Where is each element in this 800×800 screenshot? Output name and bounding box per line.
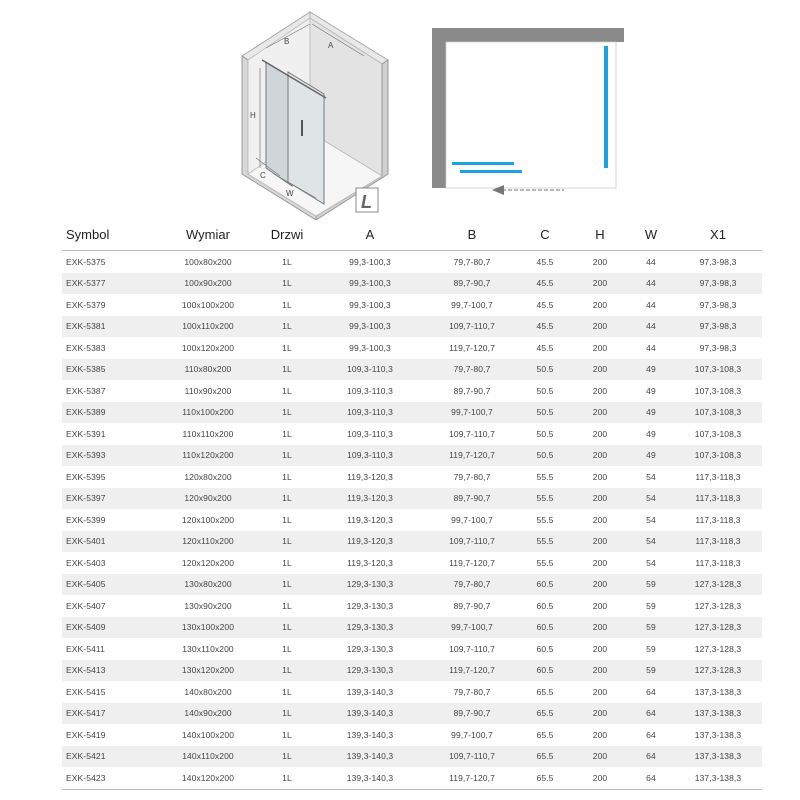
cell-w: 64 — [646, 686, 656, 697]
cell-c: 55.5 — [536, 471, 554, 482]
cell-a: 99,3-100,3 — [349, 342, 391, 353]
table-row — [62, 531, 762, 553]
cell-drzwi: 1L — [282, 471, 292, 482]
cell-c: 60.5 — [536, 600, 554, 611]
cell-w: 64 — [628, 767, 674, 789]
cell-a: 139,3-140,3 — [346, 729, 394, 740]
cell-h: 200 — [592, 557, 608, 568]
cell-c: 50.5 — [518, 359, 572, 381]
cell-drzwi: 1L — [260, 273, 314, 295]
cell-drzwi: 1L — [282, 729, 292, 740]
table-row — [62, 316, 762, 338]
cell-symbol: EXK-5417 — [62, 703, 156, 725]
header-c: C — [518, 218, 572, 251]
cell-x1: 97,3-98,3 — [699, 256, 737, 267]
cell-h: 200 — [572, 703, 628, 725]
cell-c: 65.5 — [518, 703, 572, 725]
table-row — [62, 595, 762, 617]
plan-wall-top — [432, 28, 624, 42]
cell-wymiar: 130x80x200 — [156, 574, 260, 596]
cell-drzwi: 1L — [282, 643, 292, 654]
cell-symbol: EXK-5421 — [62, 746, 156, 768]
cell-wymiar: 140x110x200 — [156, 746, 260, 768]
cell-c: 45.5 — [536, 299, 554, 310]
cell-wymiar: 110x100x200 — [156, 402, 260, 424]
cell-a: 119,3-120,3 — [347, 557, 393, 568]
cell-b: 119,7-120,7 — [426, 445, 518, 467]
plan-door-glass-1 — [452, 162, 514, 165]
cell-drzwi: 1L — [282, 385, 292, 396]
cell-drzwi: 1L — [260, 445, 314, 467]
cell-c: 60.5 — [518, 574, 572, 596]
cell-h: 200 — [592, 471, 608, 482]
cell-h: 200 — [572, 767, 628, 789]
cell-c: 45.5 — [536, 342, 554, 353]
table-row — [62, 337, 762, 359]
cell-wymiar: 120x120x200 — [181, 557, 235, 568]
cell-b: 89,7-90,7 — [453, 385, 491, 396]
cell-c: 60.5 — [518, 617, 572, 639]
dimension-w-label: W — [286, 189, 294, 198]
cell-x1: 137,3-138,3 — [674, 703, 762, 725]
cell-symbol: EXK-5403 — [66, 557, 106, 568]
cell-b: 89,7-90,7 — [426, 273, 518, 295]
dimension-a-label: A — [328, 41, 334, 50]
cell-w: 59 — [628, 617, 674, 639]
cell-wymiar: 140x100x200 — [181, 729, 235, 740]
cell-wymiar: 110x90x200 — [184, 385, 232, 396]
cell-symbol: EXK-5389 — [62, 402, 156, 424]
cell-wymiar: 140x90x200 — [156, 703, 260, 725]
cell-w: 54 — [628, 531, 674, 553]
cell-h: 200 — [592, 428, 608, 439]
cell-symbol: EXK-5407 — [66, 600, 106, 611]
cell-symbol: EXK-5379 — [66, 299, 106, 310]
cell-h: 200 — [592, 729, 608, 740]
cell-h: 200 — [592, 686, 608, 697]
table-row — [62, 273, 762, 295]
cell-x1: 117,3-118,3 — [674, 531, 762, 553]
dimension-h-label: H — [250, 111, 256, 120]
cell-x1: 117,3-118,3 — [674, 488, 762, 510]
cell-drzwi: 1L — [260, 488, 314, 510]
cell-a: 109,3-110,3 — [314, 359, 426, 381]
cell-a: 139,3-140,3 — [346, 686, 394, 697]
cell-c: 50.5 — [536, 385, 554, 396]
cell-b: 79,7-80,7 — [426, 359, 518, 381]
cell-x1: 107,3-108,3 — [674, 402, 762, 424]
cell-b: 109,7-110,7 — [449, 643, 495, 654]
cell-symbol: EXK-5387 — [66, 385, 106, 396]
table-row — [62, 402, 762, 424]
cell-h: 200 — [592, 342, 608, 353]
cell-a: 119,3-120,3 — [347, 471, 393, 482]
cell-c: 50.5 — [518, 445, 572, 467]
cell-h: 200 — [592, 600, 608, 611]
cell-symbol: EXK-5423 — [62, 767, 156, 789]
cell-b: 99,7-100,7 — [451, 514, 493, 525]
cell-a: 119,3-120,3 — [347, 514, 393, 525]
cell-drzwi: 1L — [282, 600, 292, 611]
dimension-c-label: C — [260, 171, 266, 180]
cell-a: 129,3-130,3 — [346, 643, 394, 654]
cell-a: 119,3-120,3 — [314, 531, 426, 553]
cell-h: 200 — [572, 660, 628, 682]
table-row — [62, 359, 762, 381]
cell-a: 109,3-110,3 — [347, 385, 393, 396]
cell-drzwi: 1L — [260, 767, 314, 789]
header-w: W — [628, 218, 674, 251]
cell-w: 64 — [628, 746, 674, 768]
cell-symbol: EXK-5395 — [66, 471, 106, 482]
cell-drzwi: 1L — [282, 256, 292, 267]
cell-b: 89,7-90,7 — [426, 488, 518, 510]
cell-w: 44 — [646, 299, 656, 310]
cell-drzwi: 1L — [282, 557, 292, 568]
cell-x1: 117,3-118,3 — [695, 514, 741, 525]
cell-b: 109,7-110,7 — [449, 428, 495, 439]
plan-wall-left — [432, 28, 446, 188]
cell-b: 89,7-90,7 — [453, 600, 491, 611]
cell-symbol: EXK-5401 — [62, 531, 156, 553]
cell-drzwi: 1L — [260, 531, 314, 553]
table-row — [62, 638, 762, 660]
cell-b: 79,7-80,7 — [453, 471, 491, 482]
cell-x1: 117,3-118,3 — [695, 557, 741, 568]
table-row — [62, 294, 762, 316]
cell-c: 50.5 — [536, 428, 554, 439]
cell-a: 99,3-100,3 — [314, 273, 426, 295]
cell-x1: 117,3-118,3 — [695, 471, 741, 482]
cell-b: 99,7-100,7 — [451, 729, 493, 740]
cell-wymiar: 100x100x200 — [181, 299, 235, 310]
cell-h: 200 — [572, 617, 628, 639]
cell-wymiar: 120x110x200 — [156, 531, 260, 553]
cell-symbol: EXK-5419 — [66, 729, 106, 740]
table-row — [62, 681, 762, 703]
cell-wymiar: 110x110x200 — [182, 428, 234, 439]
cell-wymiar: 100x80x200 — [184, 256, 232, 267]
cell-x1: 107,3-108,3 — [674, 445, 762, 467]
cell-b: 109,7-110,7 — [426, 531, 518, 553]
cell-wymiar: 100x90x200 — [156, 273, 260, 295]
cell-w: 54 — [628, 488, 674, 510]
table-row — [62, 552, 762, 574]
cell-drzwi: 1L — [260, 359, 314, 381]
cell-b: 119,7-120,7 — [426, 767, 518, 789]
cell-drzwi: 1L — [282, 299, 292, 310]
glass-sliding-door — [288, 72, 324, 204]
cell-x1: 137,3-138,3 — [674, 767, 762, 789]
cell-symbol: EXK-5381 — [62, 316, 156, 338]
cell-wymiar: 120x90x200 — [156, 488, 260, 510]
cell-w: 64 — [646, 729, 656, 740]
cell-x1: 97,3-98,3 — [674, 316, 762, 338]
cell-h: 200 — [592, 256, 608, 267]
cell-x1: 107,3-108,3 — [694, 385, 742, 396]
cell-w: 49 — [646, 385, 656, 396]
cell-h: 200 — [572, 402, 628, 424]
table-row — [62, 488, 762, 510]
cell-w: 44 — [628, 273, 674, 295]
cell-w: 44 — [628, 316, 674, 338]
cell-b: 119,7-120,7 — [426, 660, 518, 682]
cell-b: 99,7-100,7 — [426, 617, 518, 639]
cell-w: 44 — [646, 256, 656, 267]
table-row — [62, 509, 762, 531]
cell-a: 129,3-130,3 — [314, 617, 426, 639]
cell-symbol: EXK-5375 — [66, 256, 106, 267]
cell-w: 54 — [646, 471, 656, 482]
cell-c: 65.5 — [536, 729, 554, 740]
cell-c: 50.5 — [518, 402, 572, 424]
cell-wymiar: 110x80x200 — [156, 359, 260, 381]
cell-x1: 97,3-98,3 — [674, 273, 762, 295]
cell-symbol: EXK-5393 — [62, 445, 156, 467]
header-wymiar: Wymiar — [156, 218, 260, 251]
header-b: B — [426, 218, 518, 251]
cell-x1: 127,3-128,3 — [674, 617, 762, 639]
cell-b: 79,7-80,7 — [453, 686, 491, 697]
table-row — [62, 251, 762, 273]
cell-w: 59 — [628, 660, 674, 682]
cell-h: 200 — [592, 299, 608, 310]
table-row — [62, 703, 762, 725]
cell-drzwi: 1L — [282, 686, 292, 697]
cell-a: 109,3-110,3 — [314, 445, 426, 467]
cell-symbol: EXK-5415 — [66, 686, 106, 697]
cell-b: 89,7-90,7 — [426, 703, 518, 725]
cell-h: 200 — [572, 488, 628, 510]
cell-drzwi: 1L — [282, 342, 292, 353]
cell-w: 59 — [646, 643, 656, 654]
cell-wymiar: 130x100x200 — [156, 617, 260, 639]
cell-a: 109,3-110,3 — [314, 402, 426, 424]
cell-w: 49 — [628, 402, 674, 424]
cell-w: 49 — [628, 445, 674, 467]
cell-drzwi: 1L — [260, 574, 314, 596]
table-row — [62, 423, 762, 445]
cell-wymiar: 100x120x200 — [181, 342, 235, 353]
cell-x1: 107,3-108,3 — [694, 428, 742, 439]
cell-a: 129,3-130,3 — [314, 574, 426, 596]
header-a: A — [314, 218, 426, 251]
cell-c: 65.5 — [536, 686, 554, 697]
cell-b: 119,7-120,7 — [449, 557, 495, 568]
cell-a: 109,3-110,3 — [347, 428, 393, 439]
cell-symbol: EXK-5411 — [66, 643, 105, 654]
table-row — [62, 380, 762, 402]
cell-wymiar: 140x120x200 — [156, 767, 260, 789]
table-row — [62, 466, 762, 488]
cell-b: 79,7-80,7 — [453, 256, 491, 267]
cell-a: 139,3-140,3 — [314, 746, 426, 768]
cell-drzwi: 1L — [260, 660, 314, 682]
cell-a: 129,3-130,3 — [346, 600, 394, 611]
header-h: H — [572, 218, 628, 251]
cell-c: 55.5 — [536, 557, 554, 568]
shower-plan-view — [428, 24, 628, 200]
table-row — [62, 746, 762, 768]
cell-b: 99,7-100,7 — [451, 299, 493, 310]
cell-c: 60.5 — [536, 643, 554, 654]
cell-b: 79,7-80,7 — [426, 574, 518, 596]
cell-a: 129,3-130,3 — [314, 660, 426, 682]
cell-c: 55.5 — [518, 531, 572, 553]
product-dimension-table — [62, 218, 762, 790]
cell-drzwi: 1L — [282, 428, 292, 439]
cell-symbol: EXK-5405 — [62, 574, 156, 596]
cell-drzwi: 1L — [260, 617, 314, 639]
cell-x1: 137,3-138,3 — [694, 686, 742, 697]
cell-symbol: EXK-5399 — [66, 514, 106, 525]
cell-h: 200 — [592, 385, 608, 396]
table-row — [62, 660, 762, 682]
cell-x1: 127,3-128,3 — [674, 574, 762, 596]
table-row — [62, 574, 762, 596]
cell-drzwi: 1L — [260, 746, 314, 768]
cell-wymiar: 120x100x200 — [181, 514, 235, 525]
cell-c: 65.5 — [518, 746, 572, 768]
cell-wymiar: 100x110x200 — [156, 316, 260, 338]
cell-drzwi: 1L — [260, 316, 314, 338]
cell-c: 65.5 — [518, 767, 572, 789]
cell-x1: 107,3-108,3 — [674, 359, 762, 381]
cell-symbol: EXK-5377 — [62, 273, 156, 295]
cell-w: 49 — [646, 428, 656, 439]
cell-c: 45.5 — [518, 316, 572, 338]
cell-wymiar: 130x90x200 — [184, 600, 232, 611]
cell-h: 200 — [572, 574, 628, 596]
cell-x1: 127,3-128,3 — [694, 643, 742, 654]
table-header-row — [62, 218, 762, 251]
cell-drzwi: 1L — [260, 402, 314, 424]
shower-cabin-isometric-drawing — [240, 8, 390, 220]
cell-w: 54 — [646, 557, 656, 568]
cell-a: 99,3-100,3 — [349, 299, 391, 310]
cell-h: 200 — [572, 316, 628, 338]
cell-w: 64 — [628, 703, 674, 725]
header-symbol: Symbol — [62, 218, 156, 251]
cell-h: 200 — [572, 273, 628, 295]
cell-x1: 137,3-138,3 — [674, 746, 762, 768]
cell-c: 60.5 — [518, 660, 572, 682]
cell-b: 99,7-100,7 — [426, 402, 518, 424]
cell-h: 200 — [572, 531, 628, 553]
cell-h: 200 — [592, 514, 608, 525]
cell-h: 200 — [572, 359, 628, 381]
plan-door-glass-2 — [460, 170, 522, 173]
cell-symbol: EXK-5383 — [66, 342, 106, 353]
cell-symbol: EXK-5391 — [66, 428, 106, 439]
cell-wymiar: 120x80x200 — [184, 471, 232, 482]
cell-a: 119,3-120,3 — [314, 488, 426, 510]
cell-c: 55.5 — [536, 514, 554, 525]
cell-b: 119,7-120,7 — [449, 342, 495, 353]
cell-b: 109,7-110,7 — [426, 316, 518, 338]
cell-c: 55.5 — [518, 488, 572, 510]
cell-symbol: EXK-5413 — [62, 660, 156, 682]
cell-c: 45.5 — [518, 273, 572, 295]
cell-w: 59 — [628, 574, 674, 596]
cell-drzwi: 1L — [260, 703, 314, 725]
cell-c: 45.5 — [536, 256, 554, 267]
cell-h: 200 — [592, 643, 608, 654]
cell-a: 139,3-140,3 — [314, 767, 426, 789]
table-row — [62, 767, 762, 789]
cell-w: 44 — [646, 342, 656, 353]
dimension-b-label: B — [284, 37, 290, 46]
table-row — [62, 445, 762, 467]
cell-a: 139,3-140,3 — [314, 703, 426, 725]
plan-floor — [446, 42, 616, 188]
cell-x1: 127,3-128,3 — [694, 600, 742, 611]
header-x1: X1 — [674, 218, 762, 251]
cell-x1: 97,3-98,3 — [699, 299, 737, 310]
cell-wymiar: 140x80x200 — [184, 686, 232, 697]
cell-h: 200 — [572, 445, 628, 467]
cell-symbol: EXK-5385 — [62, 359, 156, 381]
cell-w: 49 — [628, 359, 674, 381]
table-row — [62, 724, 762, 746]
cell-b: 109,7-110,7 — [426, 746, 518, 768]
orientation-badge: L — [361, 192, 372, 212]
cell-w: 54 — [646, 514, 656, 525]
cell-x1: 137,3-138,3 — [694, 729, 742, 740]
cell-wymiar: 130x120x200 — [156, 660, 260, 682]
cell-w: 59 — [646, 600, 656, 611]
cell-symbol: EXK-5409 — [62, 617, 156, 639]
cell-wymiar: 130x110x200 — [182, 643, 234, 654]
cell-x1: 97,3-98,3 — [699, 342, 737, 353]
cell-a: 99,3-100,3 — [349, 256, 391, 267]
plan-fixed-glass — [604, 46, 608, 168]
header-drzwi: Drzwi — [260, 218, 314, 251]
cell-wymiar: 110x120x200 — [156, 445, 260, 467]
cell-symbol: EXK-5397 — [62, 488, 156, 510]
cell-drzwi: 1L — [282, 514, 292, 525]
cell-h: 200 — [572, 746, 628, 768]
table-row — [62, 617, 762, 639]
cell-x1: 127,3-128,3 — [674, 660, 762, 682]
cell-a: 99,3-100,3 — [314, 316, 426, 338]
